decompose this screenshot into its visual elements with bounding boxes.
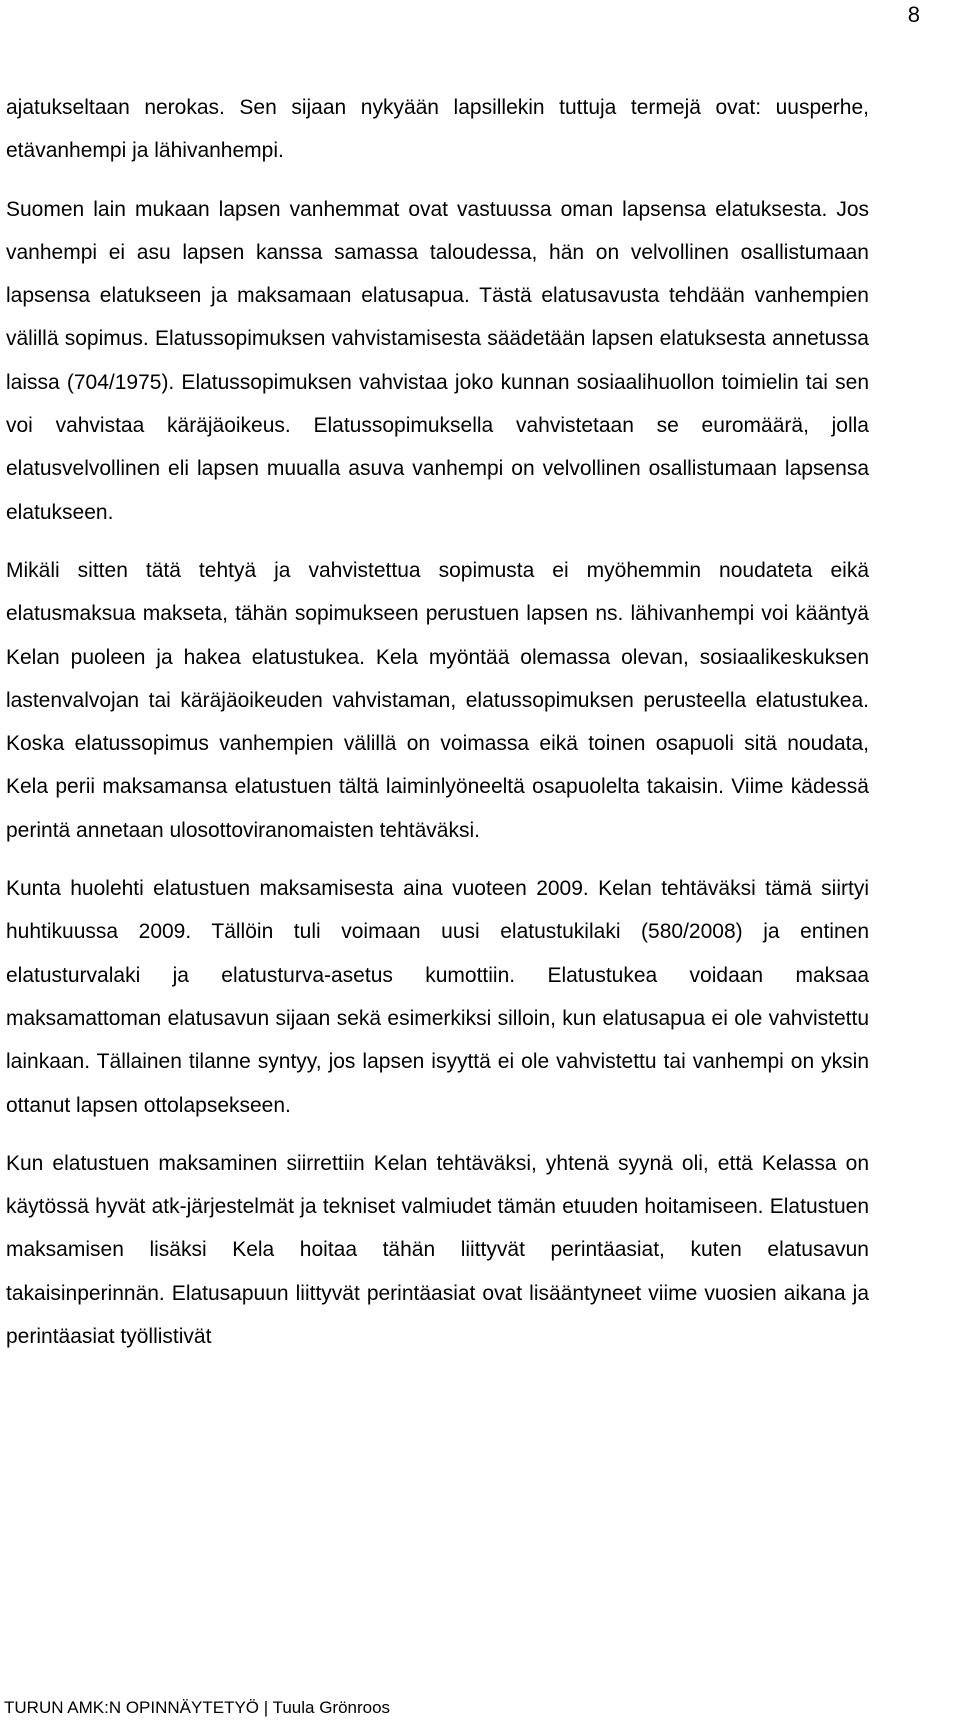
paragraph-kela-transfer: Kun elatustuen maksaminen siirrettiin Kelan tehtäväksi, yhtenä syynä oli, että Kelassa on käytössä hyvät atk-järjestelmät ja tekniset valmiudet tämän etuuden hoitamiseen. Elatustuen maksamisen lisäksi Kela hoitaa tähän liittyvät perintäasiat, kuten elatusavun takaisinperinnän. Elatusapuun liittyvät perintäasiat ovat lisääntyneet viime vuosien aikana ja perintäasiat työllistivät (6, 1151, 869, 1349)
paragraph-kela-support: Mikäli sitten tätä tehtyä ja vahvistettua sopimusta ei myöhemmin noudateta eikä elatusmaksua makseta, tähän sopimukseen perustuen lapsen ns. lähivanhempi voi kääntyä Kelan puoleen ja hakea elatustukea. Kela myöntää olemassa olevan, sosiaalikeskuksen lastenvalvojan tai käräjäoikeuden vahvistaman, elatussopimuksen perusteella elatustukea. Koska elatussopimus vanhempien välillä on voimassa eikä toinen osapuoli sitä noudata, Kela perii maksamansa elatustuen tältä laiminlyöneeltä osapuolelta takaisin. Viime kädessä perintä annetaan ulosottoviranomaisten tehtäväksi. (6, 558, 869, 842)
paragraph-law-change-2009: Kunta huolehti elatustuen maksamisesta aina vuoteen 2009. Kelan tehtäväksi tämä siirtyi huhtikuussa 2009. Tällöin tuli voimaan uusi elatustukilaki (580/2008) ja entinen elatusturvalaki ja elatusturva-asetus kumottiin. Elatustukea voidaan maksaa maksamattoman elatusavun sijaan sekä esimerkiksi silloin, kun elatusapua ei ole vahvistettu lainkaan. Tällainen tilanne syntyy, jos lapsen isyyttä ei ole vahvistettu tai vanhempi on yksin ottanut lapsen ottolapsekseen. (6, 877, 869, 1117)
document-body (6, 86, 869, 1358)
page-footer: TURUN AMK:N OPINNÄYTETYÖ | Tuula Grönroos (4, 1698, 391, 1717)
paragraph-intro-continuation: ajatukseltaan nerokas. Sen sijaan nykyään lapsillekin tuttuja termejä ovat: uusperhe, etävanhempi ja lähivanhempi. (6, 96, 869, 163)
page-number: 8 (907, 2, 920, 27)
paragraph-maintenance-agreement: Suomen lain mukaan lapsen vanhemmat ovat vastuussa oman lapsensa elatuksesta. Jos vanhempi ei asu lapsen kanssa samassa taloudessa, hän on velvollinen osallistumaan lapsensa elatukseen ja maksamaan elatusapua. Tästä elatusavusta tehdään vanhempien välillä sopimus. Elatussopimuksen vahvistamisesta säädetään lapsen elatuksesta annetussa laissa (704/1975). Elatussopimuksen vahvistaa joko kunnan sosiaalihuollon toimielin tai sen voi vahvistaa käräjäoikeus. Elatussopimuksella vahvistetaan se euromäärä, jolla elatusvelvollinen eli lapsen muualla asuva vanhempi on velvollinen osallistumaan lapsensa elatukseen. (6, 197, 869, 524)
